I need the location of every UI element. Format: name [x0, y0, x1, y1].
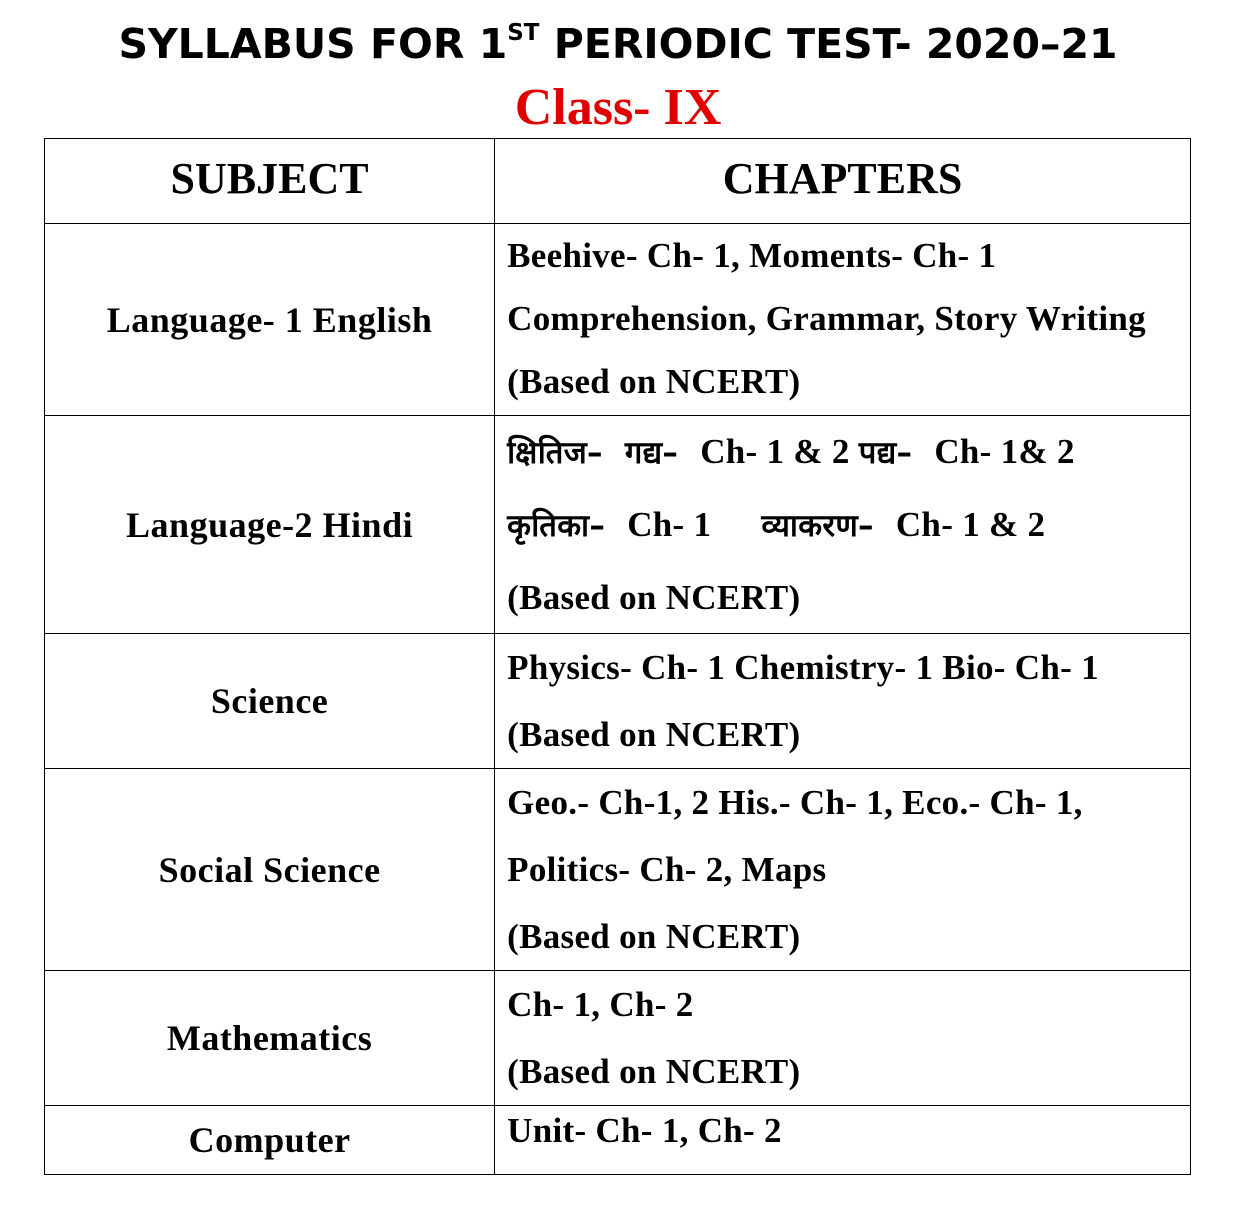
hindi-kritika: कृतिका– [507, 508, 606, 544]
chapter-line: (Based on NCERT) [507, 917, 801, 956]
page-title [0, 14, 1236, 74]
subject-column-header: SUBJECT [45, 139, 495, 224]
chapters-cell-mathematics [495, 971, 1191, 1106]
chapter-line: Comprehension, Grammar, Story Writing [507, 299, 1146, 338]
subject-cell-hindi: Language-2 Hindi [45, 416, 495, 634]
title-rest: PERIODIC TEST- 2020–21 [539, 20, 1118, 68]
chapter-line: Beehive- Ch- 1, Moments- Ch- 1 [507, 236, 997, 275]
title-superscript: ST [507, 20, 540, 46]
chapter-line: (Based on NCERT) [507, 1052, 801, 1091]
table-row [45, 634, 1191, 769]
chapters-cell-hindi [495, 416, 1191, 634]
class-label: Class- IX [514, 79, 722, 136]
chapter-line: Physics- Ch- 1 Chemistry- 1 Bio- Ch- 1 [507, 648, 1099, 687]
chapter-line: (Based on NCERT) [507, 578, 801, 617]
table-row [45, 224, 1191, 416]
chapter-ref: Ch- 1 & 2 [700, 432, 850, 471]
subject-cell-english: Language- 1 English [45, 224, 495, 416]
hindi-vyakaran: व्याकरण– [761, 508, 874, 544]
subject-cell-computer: Computer [45, 1106, 495, 1175]
chapter-ref: Ch- 1 & 2 [895, 505, 1046, 544]
hindi-kshitij: क्षितिज– [507, 435, 603, 471]
table-row [45, 1106, 1191, 1175]
table-header-row [45, 139, 1191, 224]
chapter-line [507, 416, 1190, 489]
chapter-ref: Ch- 1 [627, 505, 712, 544]
chapters-cell-english [495, 224, 1191, 416]
chapters-cell-social-science [495, 769, 1191, 971]
chapter-line: Politics- Ch- 2, Maps [507, 850, 827, 889]
chapters-cell-science [495, 634, 1191, 769]
table-row [45, 769, 1191, 971]
chapter-line: Unit- Ch- 1, Ch- 2 [507, 1111, 782, 1150]
subject-cell-science: Science [45, 634, 495, 769]
chapter-line: (Based on NCERT) [507, 715, 801, 754]
subject-cell-social-science: Social Science [45, 769, 495, 971]
chapter-line: (Based on NCERT) [507, 362, 801, 401]
title-main: SYLLABUS FOR 1 [118, 20, 508, 68]
syllabus-table [44, 138, 1191, 1175]
chapter-line [507, 489, 1190, 562]
chapters-column-header: CHAPTERS [495, 139, 1191, 224]
table-row [45, 971, 1191, 1106]
table-row [45, 416, 1191, 634]
chapter-line: Geo.- Ch-1, 2 His.- Ch- 1, Eco.- Ch- 1, [507, 783, 1083, 822]
chapter-line: Ch- 1, Ch- 2 [507, 985, 694, 1024]
chapters-cell-computer [495, 1106, 1191, 1175]
hindi-gadya: गद्य– [624, 435, 679, 471]
chapter-ref: Ch- 1& 2 [934, 432, 1075, 471]
subject-cell-mathematics: Mathematics [45, 971, 495, 1106]
hindi-padya: पद्य– [858, 435, 913, 471]
